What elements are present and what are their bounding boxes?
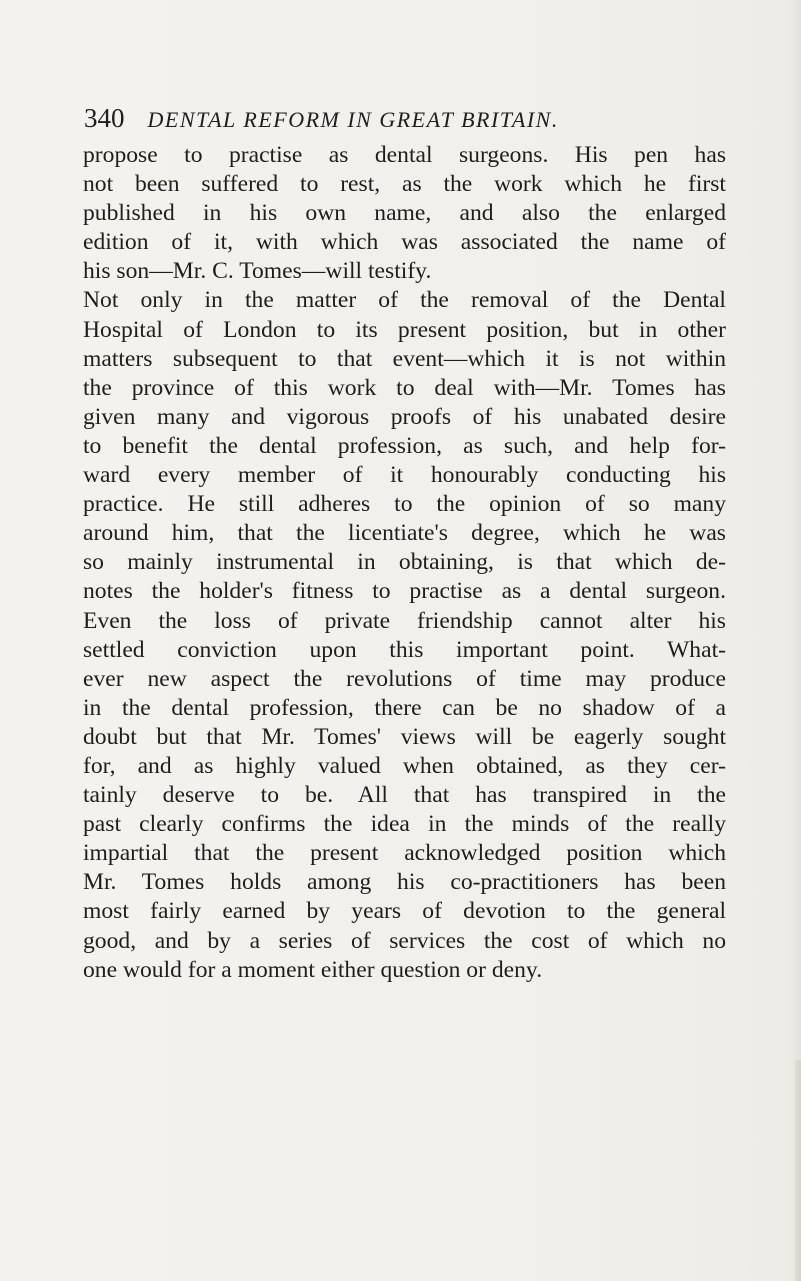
text-line: settled conviction upon this important point. What- [83,636,726,663]
page-edge-strip [795,1060,801,1281]
text-line: most fairly earned by years of devotion to the general [83,898,726,925]
text-line: to benefit the dental profession, as such, and help for- [83,432,726,459]
text-line: the province of this work to deal with—Mr. Tomes has [83,374,726,401]
running-header [84,101,724,135]
text-line: so mainly instrumental in obtaining, is that which de- [83,549,726,576]
text-line: Mr. Tomes holds among his co-practitioners has been [83,869,726,896]
text-line: for, and as highly valued when obtained, as they cer- [83,752,726,779]
text-line: not been suffered to rest, as the work which he first [83,171,726,198]
text-line: ward every member of it honourably conducting his [83,462,726,489]
text-line: edition of it, with which was associated the name of [83,229,726,256]
text-line: around him, that the licentiate's degree, which he was [83,520,726,547]
text-line: good, and by a series of services the cost of which no [83,927,726,954]
text-line: his son—Mr. C. Tomes—will testify. [83,258,432,285]
text-line: in the dental profession, there can be no shadow of a [83,694,726,721]
page-number: 340 [84,103,125,133]
text-line: Hospital of London to its present position, but in other [83,316,726,343]
text-line: one would for a moment either question or deny. [83,956,543,983]
text-line: ever new aspect the revolutions of time may produce [83,665,726,692]
text-line: past clearly confirms the idea in the minds of the really [83,811,726,838]
text-line: given many and vigorous proofs of his unabated desire [83,403,726,430]
text-line: propose to practise as dental surgeons. His pen has [83,142,726,168]
text-line: Not only in the matter of the removal of the Dental [83,287,726,314]
text-line: Even the loss of private friendship cannot alter his [83,607,726,634]
text-line: notes the holder's fitness to practise as a dental surgeon. [83,578,726,605]
text-line: tainly deserve to be. All that has transpired in the [83,782,726,809]
text-line: impartial that the present acknowledged position which [83,840,726,867]
text-line: published in his own name, and also the enlarged [83,200,726,227]
text-line: doubt but that Mr. Tomes' views will be eagerly sought [83,723,726,750]
body-paragraphs [83,141,726,985]
text-line: matters subsequent to that event—which it is not within [83,345,726,372]
text-line: practice. He still adheres to the opinion of so many [83,491,726,518]
running-title: DENTAL REFORM IN GREAT BRITAIN. [147,107,559,132]
